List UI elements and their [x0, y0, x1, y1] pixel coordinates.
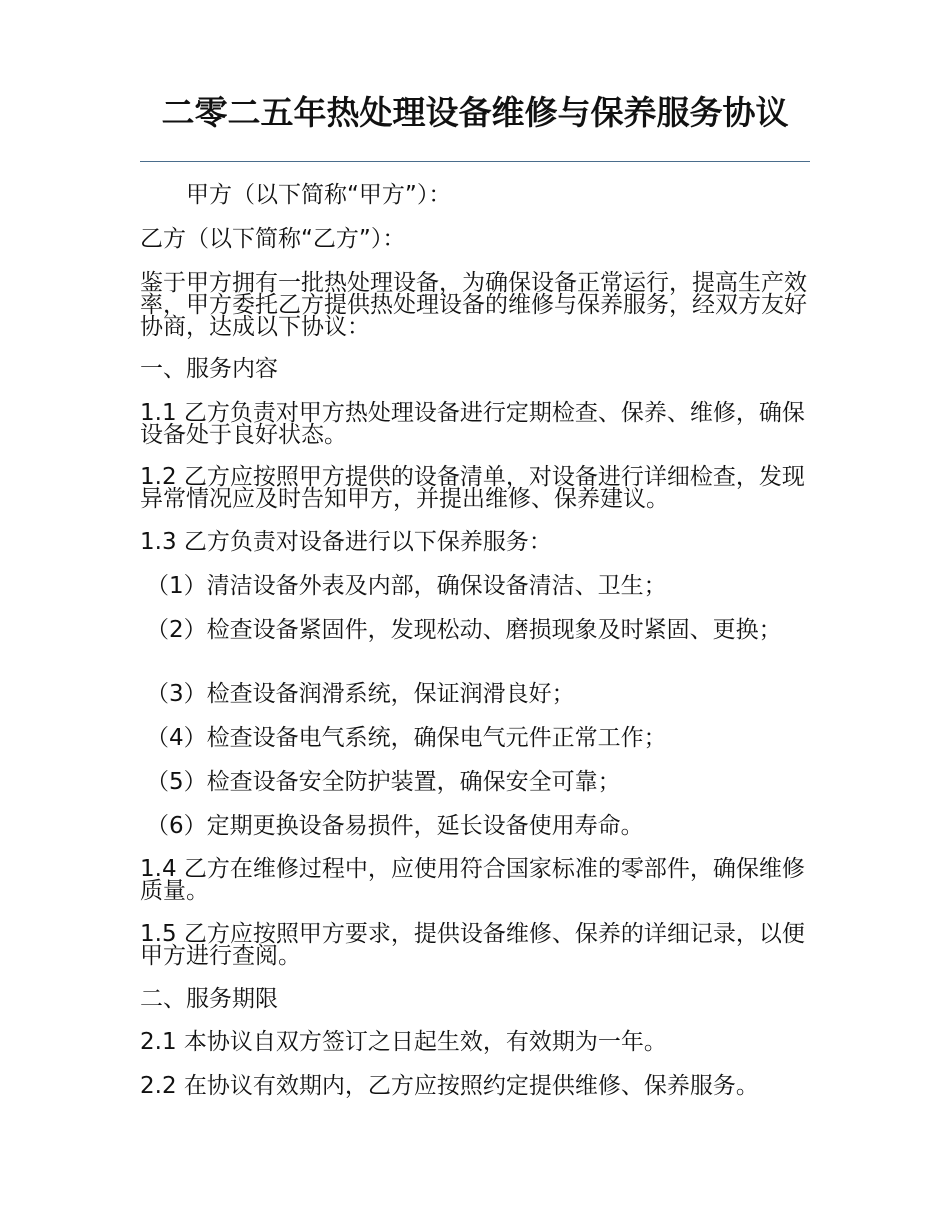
- clause-1-3-item-2: （2）检查设备紧固件，发现松动、磨损现象及时紧固、更换；: [146, 617, 782, 643]
- title-underline: [140, 161, 810, 162]
- section-heading-service-term: 二、服务期限: [140, 986, 278, 1012]
- clause-1-1: 1.1 乙方负责对甲方热处理设备进行定期检查、保养、维修，确保设备处于良好状态。: [140, 400, 805, 448]
- clause-1-3-item-4: （4）检查设备电气系统，确保电气元件正常工作；: [146, 725, 667, 751]
- clause-1-4: 1.4 乙方在维修过程中，应使用符合国家标准的零部件，确保维修质量。: [140, 856, 805, 904]
- clause-2-2: 2.2 在协议有效期内，乙方应按照约定提供维修、保养服务。: [140, 1073, 759, 1099]
- section-heading-service-content: 一、服务内容: [140, 356, 278, 382]
- clause-2-1: 2.1 本协议自双方签订之日起生效，有效期为一年。: [140, 1029, 667, 1055]
- party-a-line: 甲方（以下简称“甲方”）：: [186, 182, 452, 208]
- document-title: 二零二五年热处理设备维修与保养服务协议: [161, 93, 789, 132]
- preamble-paragraph: 鉴于甲方拥有一批热处理设备，为确保设备正常运行，提高生产效率，甲方委托乙方提供热处理设备的维修与保养服务，经双方友好协商，达成以下协议：: [140, 270, 807, 340]
- clause-1-3-item-3: （3）检查设备润滑系统，保证润滑良好；: [146, 681, 575, 707]
- clause-1-3-item-1: （1）清洁设备外表及内部，确保设备清洁、卫生；: [146, 573, 667, 599]
- clause-1-2: 1.2 乙方应按照甲方提供的设备清单，对设备进行详细检查，发现异常情况应及时告知甲方，并提出维修、保养建议。: [140, 464, 805, 512]
- party-b-line: 乙方（以下简称“乙方”）：: [140, 226, 406, 252]
- clause-1-5: 1.5 乙方应按照甲方要求，提供设备维修、保养的详细记录，以便甲方进行查阅。: [140, 921, 805, 969]
- clause-1-3-item-5: （5）检查设备安全防护装置，确保安全可靠；: [146, 769, 621, 795]
- clause-1-3-item-6: （6）定期更换设备易损件，延长设备使用寿命。: [146, 813, 644, 839]
- clause-1-3: 1.3 乙方负责对设备进行以下保养服务：: [140, 529, 552, 555]
